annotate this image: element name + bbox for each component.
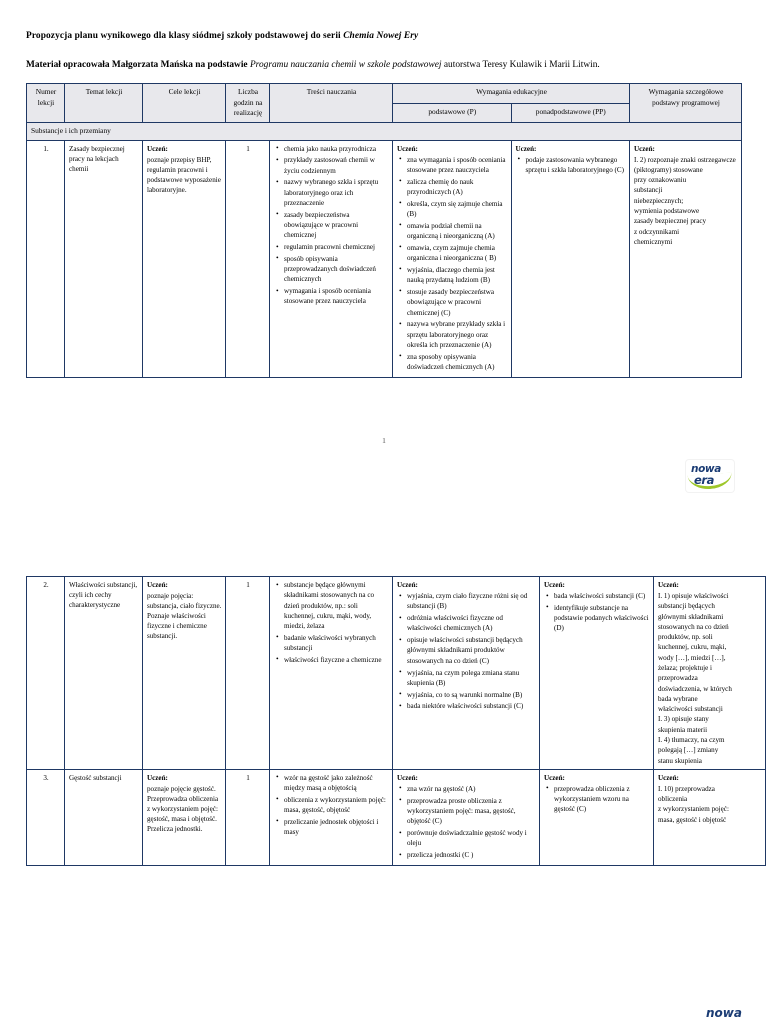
ponadpodstawowe-list [544,591,650,634]
document-title-part-4: Chemia Nowej Ery [343,31,419,41]
szczegolowe-line: zasady bezpiecznej pracy [634,217,707,226]
szczegolowe-line: wymienia podstawowe [634,206,700,215]
list-item: • przelicza jednostki (C ) [406,850,536,860]
szczegolowe-line: produktów, np. soli [658,633,713,642]
uczen-label: Uczeń: [658,581,679,589]
list-item: • zasady bezpieczeństwa obowiązujące w pracowni chemicznej [283,210,389,241]
list-item: • substancje będące głównymi składnikami stosowanych na co dzień produktów, np.: soli kuchennej, cukru, mąki, wody, miedzi, żelaza [283,580,389,631]
podstawowe-list [397,591,536,712]
table-header-row-1 [27,84,742,103]
cell-tresci [270,577,393,770]
list-item: • odróżnia właściwości fizyczne od właściwości chemicznych (A) [406,613,536,634]
uczen-label: Uczeń: [658,773,679,782]
szczegolowe-line: właściwości substancji [658,705,723,714]
cell-ponadpodstawowe [511,140,630,377]
list-item: • zna sposoby opisywania doświadczeń chemicznych (A) [406,352,508,373]
list-item: • wzór na gęstość jako zależność między masą a objętością [283,773,389,794]
szczegolowe-line: substancji [634,186,663,195]
list-item: • określa, czym się zajmuje chemia (B) [406,199,508,220]
list-item: • przykłady zastosowań chemii w życiu codziennym [283,155,389,176]
cell-temat: Gęstość substancji [65,769,143,865]
szczegolowe-line: kuchennej, cukru, mąki, [658,643,727,652]
logo-line-1: nowa [691,463,721,475]
list-item: • omawia, czym zajmuje chemia organiczna i nieorganiczna ( B) [406,243,508,264]
subtitle-lead: Materiał opracowała Małgorzata Mańska na podstawie [26,60,250,71]
szczegolowe-line: substancji będących [658,602,715,611]
list-item: • opisuje właściwości substancji będących głównymi składnikami produktów stosowanych na co dzień (C) [406,635,536,666]
szczegolowe-line: I. 3) opisuje stany [658,715,709,724]
szczegolowe-line: żelaza; projektuje i [658,664,712,673]
podstawowe-list [397,784,536,860]
cell-numer: 2. [27,577,65,770]
header-tresci-nauczania: Treści nauczania [270,84,393,123]
list-item: • zna wzór na gęstość (A) [406,784,536,794]
uczen-label: Uczeń: [397,581,418,589]
szczegolowe-line: bada wybrane [658,694,698,703]
list-item: • przeprowadza obliczenia z wykorzystaniem wzoru na gęstość (C) [553,784,650,815]
logo-line-2: era [694,473,715,487]
list-item: • chemia jako nauka przyrodnicza [283,144,389,154]
list-item: • wyjaśnia, dlaczego chemia jest nauką przydatną ludziom (B) [406,265,508,286]
szczegolowe-line: chemicznymi [634,237,673,246]
tresci-list [274,773,389,838]
list-item: • nazywa wybrane przykłady szkła i sprzętu laboratoryjnego oraz określa ich przeznaczenie (A) [406,319,508,350]
section-title: Substancje i ich przemiany [27,122,742,140]
header-liczba-godzin: Liczba godzin na realizację [226,84,270,123]
uczen-label: Uczeń: [544,773,565,782]
list-item: • nazwy wybranego szkła i sprzętu laboratoryjnego oraz ich przeznaczenie [283,177,389,208]
szczegolowe-line: z wykorzystaniem pojęć: [658,805,729,814]
szczegolowe-lines [658,591,762,766]
list-item: • obliczenia z wykorzystaniem pojęć: masa, gęstość, objętość [283,795,389,816]
publisher-logo [686,460,734,492]
cele-uczen-label: Uczeń: [147,773,168,782]
header-wymagania-szczegolowe [630,84,742,123]
szczegolowe-line: (piktogramy) stosowane [634,165,703,174]
cell-numer: 1. [27,140,65,377]
list-item: • zna wymagania i sposób oceniania stosowane przez nauczyciela [406,155,508,176]
list-item: • omawia podział chemii na organiczną i nieorganiczną (A) [406,221,508,242]
list-item: • bada właściwości substancji (C) [553,591,650,601]
list-item: • właściwości fizyczne a chemiczne [283,655,389,665]
cell-ponadpodstawowe [540,769,654,865]
document-title-part-1: Propozycja planu wynikowego [26,31,154,41]
uczen-label: Uczeń: [544,581,565,589]
table-row [27,577,766,770]
subtitle-program-name: Programu nauczania chemii w szkole podstawowej [249,60,442,71]
cell-godziny: 1 [226,769,270,865]
cele-body: poznaje pojęcia: substancja, ciało fizyczne. Poznaje właściwości fizyczne i chemiczne substancji. [147,592,222,641]
header-numer-lekcji: Numer lekcji [27,84,65,123]
table-row [27,769,766,865]
cell-numer: 3. [27,769,65,865]
cele-body: poznaje przepisy BHP, regulamin pracowni i podstawowe wyposażenie laboratoryjne. [147,155,221,194]
cell-cele [143,577,226,770]
list-item: • wyjaśnia, czym ciało fizyczne różni się od substancji (B) [406,591,536,612]
header-wymagania-szczegolowe-sub: podstawy programowej [652,98,720,107]
list-item: • podaje zastosowania wybranego sprzętu i szkła laboratoryjnego (C) [525,155,627,176]
cell-podstawowe [393,140,512,377]
document-title-part-2: dla klasy siódmej szkoły podstawowej [153,31,309,41]
szczegolowe-line: stosowanych na co dzień [658,622,729,631]
szczegolowe-line: stanu skupienia [658,756,702,765]
szczegolowe-line: I. 2) rozpoznaje znaki ostrzegawcze [634,155,736,164]
szczegolowe-line: I. 1) opisuje właściwości [658,592,729,601]
cell-tresci [270,769,393,865]
szczegolowe-line: masa, gęstość i objętość [658,815,727,824]
cele-body: poznaje pojęcie gęstość. Przeprowadza obliczenia z wykorzystaniem pojęć: gęstość, masa i objętość. Przelicza jednostki. [147,784,219,834]
szczegolowe-line: przy oznakowaniu [634,176,687,185]
szczegolowe-line: z odczynnikami [634,227,680,236]
header-wymagania-szczegolowe-main: Wymagania szczegółowe [648,87,724,97]
list-item: • wyjaśnia, co to są warunki normalne (B) [406,690,536,700]
cell-godziny: 1 [226,140,270,377]
list-item: • badanie właściwości wybranych substancji [283,633,389,654]
cell-temat: Zasady bezpiecznej pracy na lekcjach chemii [65,140,143,377]
cell-cele [143,140,226,377]
plan-table-page1 [26,83,742,377]
szczegolowe-line: wody […], miedzi […], [658,653,726,662]
uczen-label: Uczeń: [397,773,418,782]
szczegolowe-line: I. 4) tłumaczy, na czym [658,736,725,744]
szczegolowe-line: doświadczenia, w których [658,684,732,693]
cell-cele [143,769,226,865]
cell-szczegolowe [654,769,766,865]
szczegolowe-line: I. 10) przeprowadza [658,784,715,793]
uczen-label: Uczeń: [515,144,537,153]
cell-podstawowe [393,577,540,770]
cell-ponadpodstawowe [540,577,654,770]
header-podstawowe: podstawowe (P) [393,103,512,122]
list-item: • porównuje doświadczalnie gęstość wody i oleju [406,828,536,849]
document-page-2 [0,540,768,1024]
page-number: 1 [382,435,386,445]
ponadpodstawowe-list [544,784,650,815]
szczegolowe-lines [634,155,738,248]
document-title [26,0,742,42]
cell-szczegolowe [630,140,742,377]
list-item: • przeliczanie jednostek objętości i masy [283,817,389,838]
cele-uczen-label: Uczeń: [147,581,168,589]
szczegolowe-line: przeprowadza [658,674,698,683]
szczegolowe-line: polegają […] zmiany [658,746,719,755]
table-body-page1 [27,122,742,377]
nowa-era-logo-icon [686,460,734,492]
header-ponadpodstawowe: ponadpodstawowe (PP) [511,103,630,122]
list-item: • bada niektóre właściwości substancji (C) [406,701,536,711]
list-item: • przeprowadza proste obliczenia z wykorzystaniem pojęć: masa, gęstość, objętość (C) [406,796,536,827]
uczen-label: Uczeń: [634,144,655,153]
uczen-label: Uczeń: [397,144,418,153]
cell-tresci [270,140,393,377]
list-item: • wymagania i sposób oceniania stosowane przez nauczyciela [283,286,389,307]
szczegolowe-line: głównymi składnikami [658,612,724,621]
document-subtitle [26,42,742,83]
list-item: • regulamin pracowni chemicznej [283,242,389,252]
cell-godziny: 1 [226,577,270,770]
document-title-part-3: do serii [308,31,344,41]
szczegolowe-lines [658,784,762,825]
tresci-list [274,580,389,665]
list-item: • wyjaśnia, na czym polega zmiana stanu skupienia (B) [406,668,536,689]
header-cele-lekcji: Cele lekcji [143,84,226,123]
tresci-list [274,144,389,307]
table-header [27,84,742,123]
szczegolowe-line: skupienia materii [658,725,708,734]
list-item: • sposób opisywania przeprowadzanych doświadczeń chemicznych [283,254,389,285]
header-wymagania-edukacyjne: Wymagania edukacyjne [393,84,630,103]
podstawowe-list [397,155,508,373]
subtitle-tail: autorstwa Teresy Kulawik i Marii Litwin. [441,60,600,71]
list-item: • identyfikuje substancje na podstawie podanych właściwości (D) [553,603,650,634]
nowa-era-logo-bottom: nowa [706,1006,742,1020]
page-top-spacer [26,540,742,576]
header-temat-lekcji: Temat lekcji [65,84,143,123]
list-item: • stosuje zasady bezpieczeństwa obowiązujące w pracowni chemicznej (C) [406,287,508,318]
table-row [27,140,742,377]
table-body-page2 [27,577,766,866]
list-item: • zalicza chemię do nauk przyrodniczych (A) [406,177,508,198]
cell-podstawowe [393,769,540,865]
section-header-row [27,122,742,140]
ponadpodstawowe-list [516,155,627,176]
plan-table-page2 [26,576,766,866]
cele-uczen-label: Uczeń: [147,144,168,153]
cell-temat: Właściwości substancji, czyli ich cechy charakterystyczne [65,577,143,770]
szczegolowe-line: obliczenia [658,795,688,804]
cell-szczegolowe [654,577,766,770]
szczegolowe-line: niebezpiecznych; [634,196,684,205]
